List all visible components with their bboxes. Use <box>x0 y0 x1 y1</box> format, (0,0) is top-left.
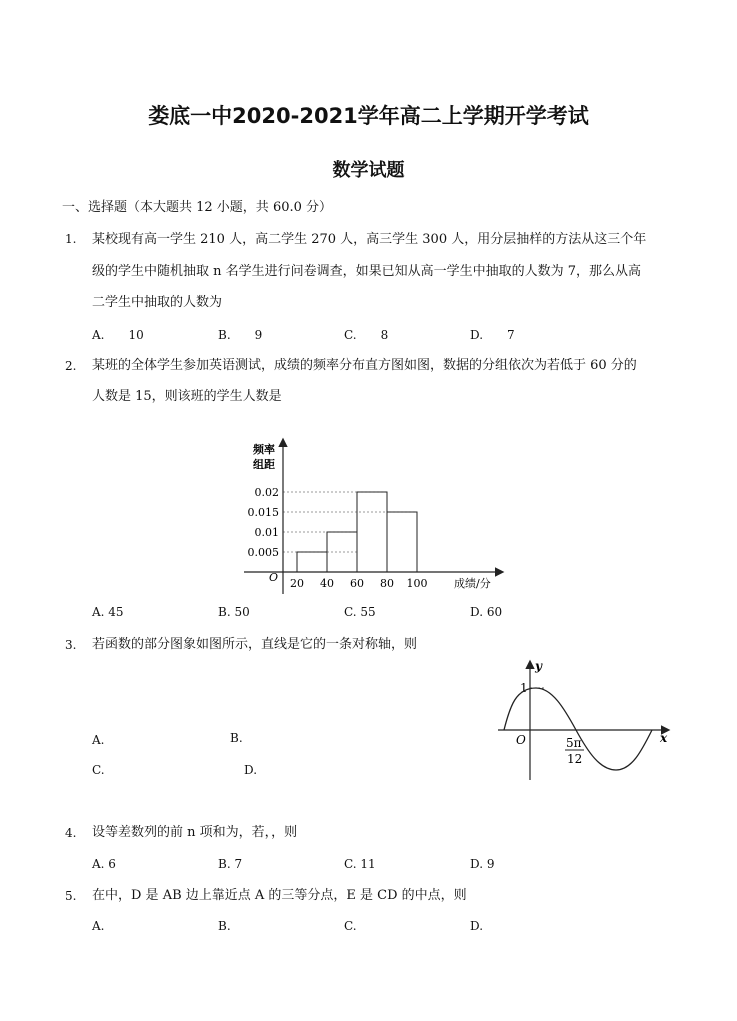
ylabel-bottom: 组距 <box>253 458 275 471</box>
x-tick-label: 40 <box>320 577 334 590</box>
origin-label: O <box>516 733 526 747</box>
histogram-bar <box>357 492 387 572</box>
option-d: D. <box>470 919 484 933</box>
sine-graph <box>496 658 676 784</box>
option-c: C. 55 <box>344 605 376 619</box>
question-number: 1. <box>65 232 77 246</box>
question-text-line: 设等差数列的前 n 项和为，若，，则 <box>92 825 298 840</box>
y-axis-label: y <box>535 659 542 673</box>
option-d: D. <box>244 763 258 777</box>
option-d: D. 7 <box>470 328 515 342</box>
question-text-line: 二学生中抽取的人数为 <box>92 295 223 310</box>
frequency-histogram <box>236 434 516 600</box>
question-number: 2. <box>65 359 77 373</box>
zero-label-numerator: 5π <box>566 736 582 750</box>
question-text-line: 某校现有高一学生 210 人，高二学生 270 人，高三学生 300 人，用分层抽样的方法从这三个年 <box>92 232 647 247</box>
section-heading: 一、选择题（本大题共 12 小题，共 60.0 分） <box>62 200 333 215</box>
option-c: C. 11 <box>344 857 376 871</box>
histogram-bar <box>297 552 327 572</box>
ylabel-top: 频率 <box>253 443 275 456</box>
option-d: D. 60 <box>470 605 503 619</box>
option-a: A. <box>92 733 105 747</box>
x-tick-label: 60 <box>350 577 364 590</box>
option-b: B. 50 <box>218 605 250 619</box>
question-text-line: 在中，D 是 AB 边上靠近点 A 的三等分点，E 是 CD 的中点，则 <box>92 888 467 903</box>
x-tick-label: 80 <box>380 577 394 590</box>
option-a: A. 6 <box>92 857 116 871</box>
option-a: A. 10 <box>92 328 144 342</box>
y-tick-label: 0.01 <box>254 526 279 539</box>
question-number: 4. <box>65 826 77 840</box>
xlabel: 成绩/分 <box>454 577 491 590</box>
histogram-bar <box>387 512 417 572</box>
option-b: B. <box>230 731 243 745</box>
question-text-line: 某班的全体学生参加英语测试，成绩的频率分布直方图如图，数据的分组依次为若低于 60 分的 <box>92 358 637 373</box>
origin-label: O <box>269 571 279 584</box>
option-a: A. <box>92 919 105 933</box>
question-text-line: 若函数的部分图象如图所示，直线是它的一条对称轴，则 <box>92 637 418 652</box>
option-c: C. <box>92 763 105 777</box>
question-text-line: 人数是 15，则该班的学生人数是 <box>92 389 282 404</box>
y-tick-label: 0.02 <box>254 486 279 499</box>
peak-label: 1 <box>520 681 528 695</box>
x-axis-label: x <box>660 731 668 745</box>
page-title: 娄底一中2020-2021学年高二上学期开学考试 <box>148 104 589 128</box>
page-subtitle: 数学试题 <box>332 160 405 181</box>
option-b: B. 9 <box>218 328 263 342</box>
option-c: C. <box>344 919 357 933</box>
option-b: B. <box>218 919 231 933</box>
y-tick-label: 0.015 <box>247 506 279 519</box>
question-number: 5. <box>65 889 77 903</box>
zero-label-denominator: 12 <box>567 752 583 766</box>
x-tick-label: 100 <box>406 577 428 590</box>
option-d: D. 9 <box>470 857 495 871</box>
question-text-line: 级的学生中随机抽取 n 名学生进行问卷调查，如果已知从高一学生中抽取的人数为 7，那么从高 <box>92 264 642 279</box>
option-a: A. 45 <box>92 605 124 619</box>
option-c: C. 8 <box>344 328 389 342</box>
y-tick-label: 0.005 <box>247 546 279 559</box>
question-number: 3. <box>65 638 77 652</box>
option-b: B. 7 <box>218 857 243 871</box>
x-tick-label: 20 <box>290 577 304 590</box>
